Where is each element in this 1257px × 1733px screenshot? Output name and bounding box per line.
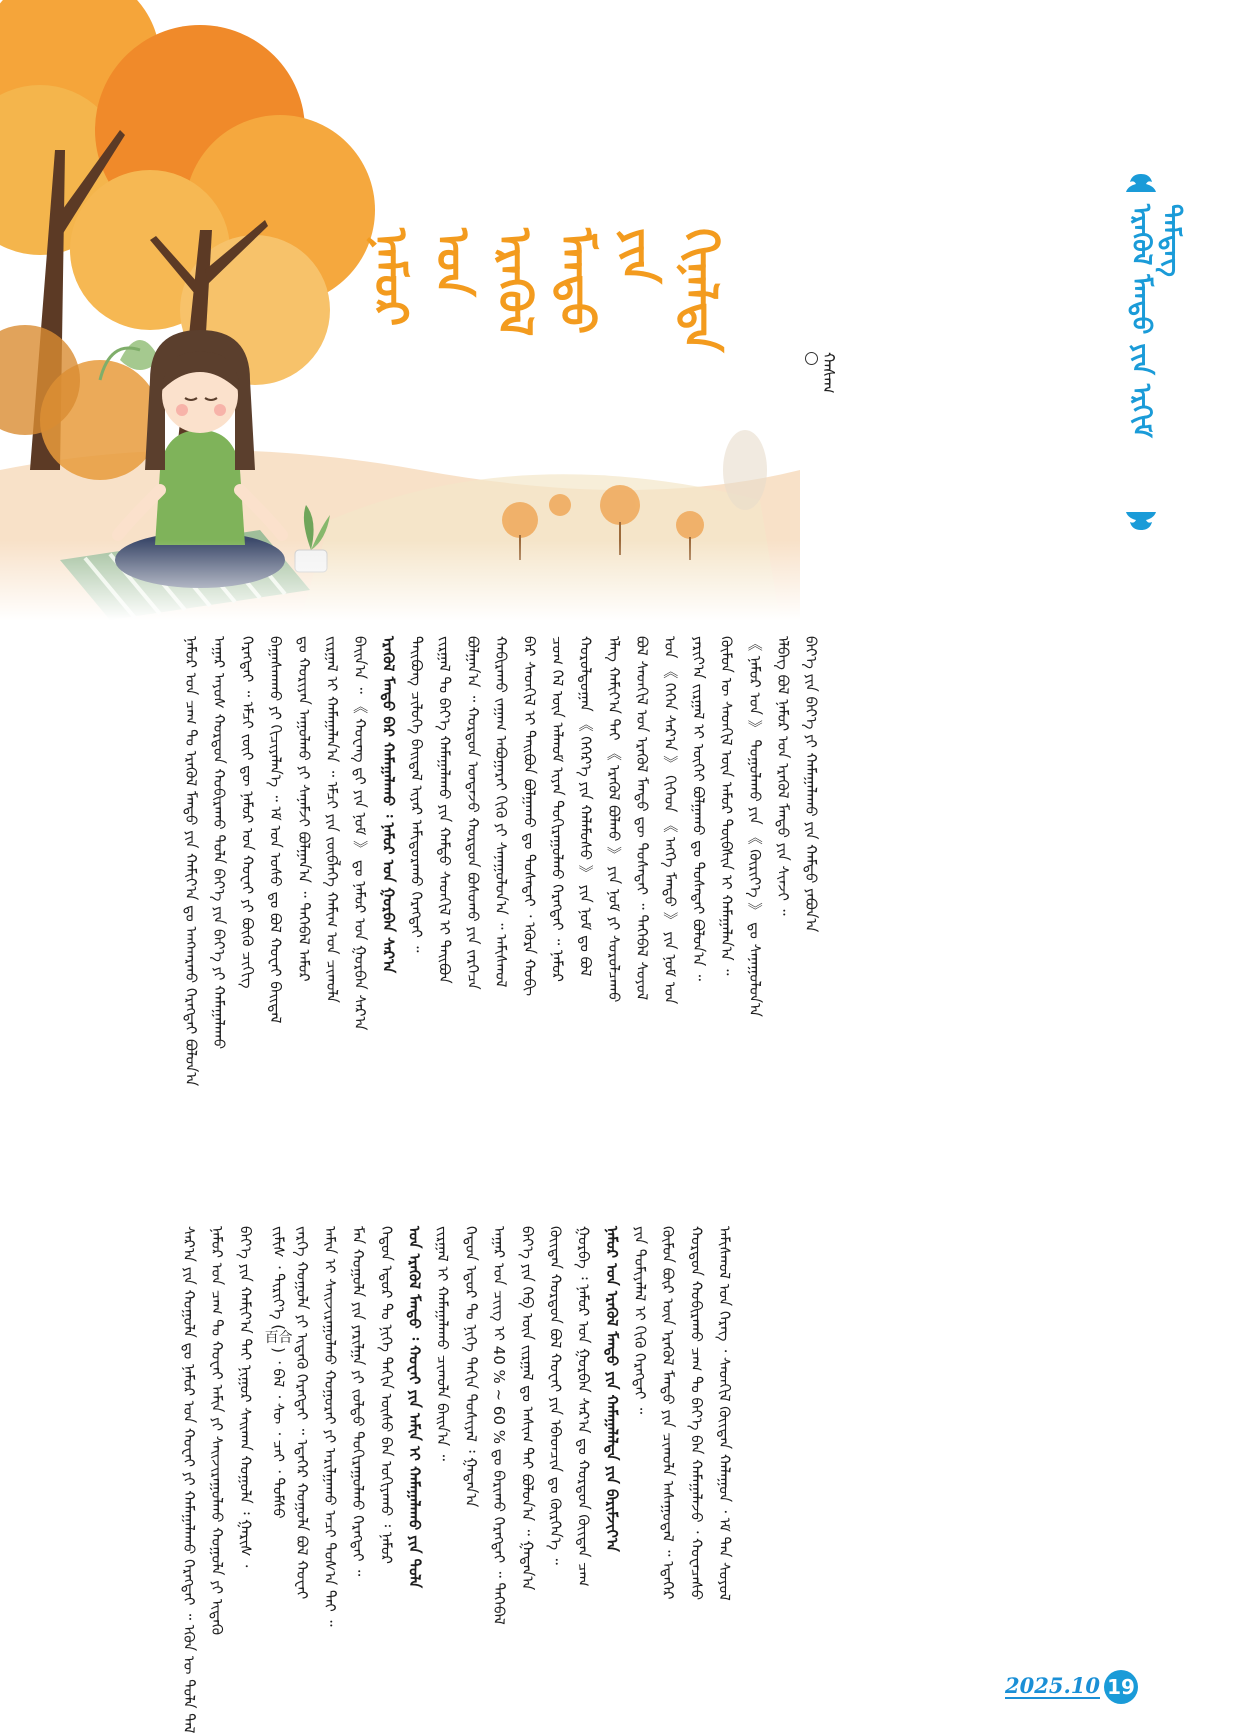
ornament-icon — [1124, 510, 1158, 532]
text-line: ᠮᠡᠨ ᠬᠣᠭᠣᠯᠠ ᠶᠢᠨ ᠶᠠᠷᠢᠯᠭᠠ ᠶᠢ ᠵᠤᠯᠳᠤ ᠲᠣᠬᠢᠷᠠᠭᠤᠯᠬᠤ ᠬᠡᠷᠡᠭᠲᠡᠢ ᠃ — [349, 1226, 368, 1577]
text-line: ᠪᠡᠷ ᠰᠡᠳᠬᠢᠯ ᠢ ᠲᠠᠢᠪᠤᠨ ᠪᠣᠯᠭᠠᠬᠤ ᠳᠤ ᠲᠤᠰᠠᠲᠠᠢ ᠂ ᠡᠭᠦᠷᠡ ᠬᠤᠪᠢ — [520, 636, 539, 997]
circle-bullet-icon — [805, 352, 818, 365]
author-name: ᠬᠠᠰᠠᠭ — [819, 352, 838, 394]
page-footer — [1005, 1670, 1138, 1704]
text-line: ᠬᠡᠳᠦᠨ ᠡᠳᠦᠷ ᠲᠤ ᠨᠢᠭᠡ ᠳᠠᠬᠢᠨ ᠦᠰᠦ ᠪᠠᠨ ᠤᠭᠢᠶᠠᠬᠤ ᠄ ᠨᠠᠮᠤᠷ — [377, 1226, 396, 1564]
text-line: ᠠᠭᠠᠷ ᠠᠶᠤᠰ ᠬᠤᠷᠳᠤᠨ ᠬᠤᠪᠢᠷᠠᠬᠤ ᠲᠤᠯᠠ ᠪᠡᠶ᠎ᠡ ᠶᠢᠨ ᠪᠡᠶ᠎ᠡ ᠶᠢ ᠬᠠᠮᠠᠭᠠᠯᠠᠬᠤ — [210, 636, 229, 1050]
text-line: ᠪᠠᠭᠠᠰᠬᠠᠬᠤ ᠶᠢ ᠬᠢᠴᠢᠶᠡᠯᠡᠨ᠎ᠡ ᠃ ᠡᠮ ᠤᠨ ᠤᠰᠤ ᠳᠤ ᠪᠤᠯ ᠬᠤᠸᠠᠢ ᠪᠠᠢᠳᠠᠯ — [266, 636, 285, 1024]
text-line: ᠵᠢᠷᠭᠠᠯ ᠢ ᠬᠠᠮᠠᠭᠠᠯᠠᠨ᠎ᠠ ᠃ ᠡᠮᠴᠢ ᠶᠢᠨ ᠵᠥᠪᠯᠡᠭᠡ ᠬᠠᠮᠢᠭ ᠤᠨ ᠴᠢᠬᠤᠯᠠ — [322, 636, 341, 1003]
column-title: ᠡᠷᠡᠭᠦᠯ ᠮᠡᠨᠳᠦ ᠶᠢᠨ ᠡᠷᠬᠢᠮ ᠲᠡᠮᠳᠡᠭ — [1126, 204, 1186, 438]
text-line: ᠡᠯᠪᠡᠭ ᠪᠣᠯ ᠨᠠᠮᠤᠷ ᠤᠨ ᠡᠷᠡᠭᠦᠯ ᠮᠡᠨᠳᠦ ᠶᠢᠨ ᠰᠢᠨᠵᠢ ᠃ — [773, 636, 792, 916]
text-line: ᠬᠡᠳᠦᠨ ᠡᠳᠦᠷ ᠲᠤ ᠨᠢᠭᠡ ᠳᠠᠬᠢᠨ ᠳᠤᠰᠢᠶᠠᠯ ᠄ ᠭᠠᠳᠠᠨ᠎ᠠ — [461, 1226, 480, 1508]
section-heading: ᠤᠨ ᠡᠷᠡᠭᠦᠯ ᠮᠡᠨᠳᠦ ᠄ ᠬᠤᠸᠠᠢ ᠶᠢᠨ ᠠᠮᠢᠨ ᠢ ᠬᠠᠮᠠᠭᠠᠯᠠᠬᠤ ᠶᠢᠨ ᠲᠤᠯᠠ — [405, 1226, 424, 1588]
author-byline — [802, 352, 838, 394]
text-line: ᠬᠡᠷᠡᠭᠲᠡᠢ ᠃ ᠡᠮᠴᠢ ᠵᠦᠢ ᠳᠦ ᠨᠠᠮᠤᠷ ᠤᠨ ᠬᠤᠸᠠᠢ ᠶᠢ ᠪᠦᠬᠦ ᠴᠢᠭᠢᠭ — [238, 636, 257, 989]
text-line: ᠵᠡᠷᠭᠡ ᠬᠣᠭᠣᠯᠠ ᠶᠢ ᠢᠳᠡᠬᠦ ᠬᠡᠷᠡᠭᠲᠡᠢ ᠃ ᠡᠳᠡᠭᠡᠷ ᠬᠣᠭᠣᠯᠠ ᠪᠣᠯ ᠬᠤᠸᠠᠢ — [292, 1226, 311, 1600]
issue-date: 2025.10 — [1005, 1673, 1100, 1698]
text-line: ᠪᠣᠯ ᠰᠡᠳᠬᠢᠯ ᠤᠨ ᠡᠷᠡᠭᠦᠯ ᠮᠡᠨᠳᠦ ᠳᠦ ᠲᠤᠰᠠᠲᠠᠢ ᠃ ᠲᠡᠭᠡᠪᠡᠯ ᠰᠣᠶᠤᠯ — [633, 636, 651, 1001]
text-line: ᠶᠢᠨ ᠲᠣᠮᠢᠶᠠᠯᠠᠯ ᠢ ᠬᠢᠬᠦ ᠬᠡᠷᠡᠭᠲᠡᠢ ᠃ — [631, 1226, 649, 1414]
text-line: ᠬᠦᠮᠦᠨ ᠦ ᠰᠡᠳᠬᠢᠯ ᠦᠨ ᠠᠮᠤᠷ ᠲᠦᠪᠰᠢᠨ ᠢ ᠬᠠᠮᠠᠭᠠᠯᠠᠨ᠎ᠠ ᠃ — [717, 636, 736, 976]
text-line: ᠵᠢᠷᠭᠠᠯ ᠢ ᠬᠠᠮᠠᠭᠠᠯᠠᠬᠤ ᠴᠢᠬᠤᠯᠠ ᠪᠠᠢᠨ᠎ᠠ ᠃ — [433, 1226, 452, 1461]
text-line: ᠳᠤ ᠬᠤᠷᠢᠶᠠᠨ ᠠᠭᠤᠯᠬᠤ ᠶᠢ ᠰᠠᠨᠠᠮᠵᠢ ᠪᠣᠯᠭᠠᠨ᠎ᠠ ᠃ ᠲᠡᠭᠡᠪᠡᠯ ᠠᠮᠤᠷ — [294, 636, 313, 982]
text-line: ᠬᠠᠪᠢᠷᠠᠬᠤ ᠵᠠᠭᠠᠭ ᠠᠪᠤᠭᠠᠷᠠᠢ ᠬᠢᠬᠦ ᠶᠢ ᠰᠠᠨᠠᠭᠤᠯᠤᠨ᠎ᠠ ᠃ ᠠᠮᠢᠰᠬᠤᠯ — [492, 636, 511, 988]
body-text-top — [182, 636, 830, 1196]
text-line: ᠨᠠᠮᠤᠷ ᠤᠨ ᠴᠠᠭ ᠲᠤ ᠡᠷᠡᠭᠦᠯ ᠮᠡᠨᠳᠦ ᠶᠢᠨ ᠬᠠᠮᠢᠶ᠎ᠠ ᠳᠤ ᠠᠩᠬᠠᠷᠬᠤ ᠬᠡᠷᠡᠭᠲᠡᠢ ᠪᠣᠯᠤᠨ᠎ᠠ — [182, 636, 200, 1087]
text-line: ᠡᠯᠡᠭ ᠬᠠᠮᠢᠶ᠎ᠠ ᠲᠠᠢ 《 ᠡᠷᠡᠭᠦᠯ ᠪᠣᠯᠬᠤ 》 ᠶᠢᠨ ᠨᠣᠮ ᠶᠢ ᠰᠤᠷᠤᠯᠴᠠᠬᠤ — [604, 636, 623, 1003]
page-number: 19 — [1104, 1670, 1138, 1704]
text-line: ᠠᠭᠠᠷ ᠤᠨ ᠴᠢᠢᠭ ᠢ 40 % ~ 60 % ᠳᠤ ᠪᠠᠷᠢᠬᠤ ᠬᠡᠷᠡᠭᠲᠡᠢ ᠃ ᠲᠡᠭᠡᠪᠡᠯ — [490, 1226, 509, 1625]
section-heading: ᠨᠠᠮᠤᠷ ᠤᠨ ᠡᠷᠡᠭᠦᠯ ᠮᠡᠨᠳᠦ ᠶᠢᠨ ᠬᠠᠮᠠᠭᠠᠯᠠᠯᠲᠠ ᠶᠢᠨ ᠪᠠᠷᠢᠮᠵᠢᠶ᠎ᠠ — [602, 1226, 621, 1552]
text-line: 《 ᠨᠠᠮᠤᠷ ᠤᠨ 》 ᠳᠤᠭᠤᠯᠠᠬᠤ ᠶᠢᠨ 《 ᠬᠦᠷᠢᠶ᠎ᠡ 》 ᠳᠤ ᠰᠠᠨᠠᠭᠤᠯᠤᠨ᠎ᠠ — [745, 636, 764, 1017]
text-line: ᠨᠠᠮᠤᠷ ᠤᠨ ᠴᠠᠭ ᠲᠤ ᠬᠤᠸᠠᠢ ᠠᠮᠢᠨ ᠶᠢ ᠰᠠᠢᠵᠢᠷᠠᠭᠤᠯᠬᠤ ᠬᠣᠭᠣᠯᠠ ᠶᠢ ᠢᠳᠡᠬᠦ — [208, 1226, 227, 1636]
text-line: ᠭᠤᠷᠪᠠ ᠄ ᠨᠠᠮᠤᠷ ᠤᠨ ᠭᠤᠷᠪᠠᠨ ᠰᠠᠷ᠎ᠠ ᠳᠤ ᠬᠤᠷᠳᠤᠨ ᠬᠦᠢᠲᠡᠨ ᠴᠠᠭ — [574, 1226, 593, 1587]
text-line: ᠬᠦᠮᠦᠨ ᠪᠦᠷ ᠦᠨ ᠡᠷᠡᠭᠦᠯ ᠮᠡᠨᠳᠦ ᠶᠢᠨ ᠴᠢᠬᠤᠯᠠ ᠠᠰᠠᠭᠤᠳᠠᠯ ᠃ ᠡᠳᠡᠭᠡᠷ — [659, 1226, 678, 1600]
text-line: ᠲᠠᠢᠪᠤᠩ ᠴᠢᠯᠤᠭᠡ ᠪᠠᠢᠳᠠᠯ ᠢᠶᠠᠷ ᠠᠮᠢᠳᠤᠷᠠᠬᠤ ᠬᠡᠷᠡᠭᠲᠡᠢ ᠃ — [407, 636, 426, 953]
column-header — [1118, 172, 1186, 532]
text-line: ᠶᠠᠷᠢᠶ᠎ᠠ ᠵᠢᠷᠭᠠᠯ ᠢ ᠦᠭᠡᠢ ᠪᠣᠯᠭᠠᠬᠤ ᠳᠤ ᠲᠤᠰᠠᠲᠠᠢ ᠪᠣᠯᠤᠨ᠎ᠠ ᠃ — [689, 636, 708, 981]
text-line: ᠠᠮᠢᠰᠬᠤᠯ ᠤᠨ ᠬᠡᠷᠡᠭ ᠂ ᠰᠡᠳᠬᠢᠯ ᠬᠦᠢᠲᠡᠨ ᠬᠠᠯᠠᠭᠤᠨ ᠂ ᠡᠮ ᠲᠠᠨ ᠰᠣᠶᠤᠯ — [715, 1226, 734, 1601]
text-line: ᠴᠣᠭ ᠬᠡᠯ ᠦᠨ ᠠᠯᠬᠤᠮ ᠢᠶᠠᠨ ᠲᠤᠬᠢᠷᠠᠭᠤᠯᠬᠤ ᠬᠡᠷᠡᠭᠲᠡᠢ ᠃ ᠨᠠᠮᠤᠷ — [548, 636, 567, 982]
text-line: ᠪᠠᠢᠨ᠎ᠠ ᠃ 《 ᠬᠤᠸᠠᠩ ᠳ᠋ᠢ ᠶᠢᠨ ᠨᠣᠮ 》 ᠳᠤ ᠨᠠᠮᠤᠷ ᠤᠨ ᠭᠤᠷᠪᠠᠨ ᠰᠠᠷ᠎ᠠ — [351, 636, 370, 1031]
text-line: ᠪᠡᠶ᠎ᠡ ᠶᠢᠨ ᠪᠡᠶ᠎ᠡ ᠶᠢ ᠬᠠᠮᠠᠭᠠᠯᠠᠬᠤ ᠶᠢᠨ ᠬᠠᠮᠲᠤ ᠶᠠᠪᠤᠨ᠎ᠠ — [802, 636, 821, 933]
ornament-icon — [1124, 172, 1158, 194]
text-line: ᠪᠡᠶ᠎ᠡ ᠶᠢᠨ ᠬᠠᠮᠢᠶ᠎ᠠ ᠲᠠᠢ ᠨᠢᠭᠤᠷ ᠰᠠᠢᠬᠠᠨ ᠬᠣᠭᠣᠯᠠ ᠄ ᠭᠠᠷᠢᠰ ᠂ — [236, 1226, 255, 1568]
text-line: ᠤᠨ 《 ᠭᠡᠭᠡᠨ ᠰᠠᠷ᠎ᠠ 》 ᠬᠢᠭᠡᠳ 《 ᠡᠩᠬᠡ ᠮᠡᠨᠳᠦ 》 ᠶᠢᠨ ᠨᠣᠮ ᠤᠨ — [661, 636, 680, 1005]
text-line: ᠬᠦᠢᠲᠡᠨ ᠬᠤᠷᠳᠤᠨ ᠪᠤᠯ ᠬᠤᠸᠠᠢ ᠶᠢᠨ ᠡᠪᠡᠳᠴᠢᠨ ᠳᠤ ᠬᠦᠷᠭᠡᠨ᠎ᠡ ᠃ — [546, 1226, 565, 1565]
text-line: ᠪᠣᠯᠭᠠᠨ᠎ᠠ ᠃ ᠬᠤᠷᠳᠤᠨ ᠤᠨᠲᠠᠵᠤ ᠬᠤᠷᠳᠤᠨ ᠪᠣᠰᠤᠬᠤ ᠶᠢᠨ ᠵᠡᠷᠭᠡᠴᠡ — [463, 636, 482, 990]
text-line: ᠰᠠᠷ᠎ᠠ ᠶᠢᠨ ᠬᠣᠭᠣᠯᠠ ᠳᠤ ᠨᠠᠮᠤᠷ ᠤᠨ ᠬᠤᠸᠠᠢ ᠶᠢ ᠬᠠᠮᠠᠭᠠᠯᠠᠬᠤ ᠬᠡᠷᠡᠭᠲᠡᠢ ᠃ ᠡᠭᠦᠨ ᠦ ᠲᠤᠯᠠ ᠲᠡᠯ — [180, 1226, 198, 1733]
body-text-bottom — [180, 1226, 744, 1733]
text-line: ᠠᠮᠢᠨ ᠢ ᠰᠠᠢᠵᠢᠷᠠᠭᠤᠯᠬᠤ ᠬᠤᠭᠤᠷᠠᠢ ᠶᠢ ᠠᠷᠢᠯᠭᠠᠬᠤ ᠠᠴᠢ ᠲᠤᠰ᠎ᠠ ᠲᠠᠢ ᠃ — [320, 1226, 339, 1627]
text-line: ᠪᠡᠶ᠎ᠡ ᠶᠢᠨ ᠬᠡᠪ ᠦᠨ ᠵᠢᠷᠭᠠᠯ ᠳᠤ ᠠᠰᠢᠭ ᠲᠠᠢ ᠪᠣᠯᠤᠨ᠎ᠠ ᠃ ᠭᠠᠳᠠᠨ᠎ᠠ — [518, 1226, 537, 1591]
article-title: ᠨᠠᠮᠤᠷ ᠤᠨ ᠡᠷᠡᠭᠦᠯ ᠮᠡᠨᠳᠦ ᠶᠢᠨ ᠬᠢᠨᠠᠯᠲᠠ — [364, 228, 728, 353]
section-heading: ᠡᠷᠡᠭᠦᠯ ᠮᠡᠨᠳᠦ ᠪᠠᠷ ᠬᠠᠮᠠᠭᠠᠯᠠᠬᠤ ᠄ ᠨᠠᠮᠤᠷ ᠤᠨ ᠭᠤᠷᠪᠠᠨ ᠰᠠᠷ᠎ᠠ — [379, 636, 398, 974]
text-line: ᠵᠢᠷᠭᠠᠯ ᠲᠤ ᠪᠡᠶ᠎ᠡ ᠬᠠᠮᠠᠭᠠᠯᠠᠬᠤ ᠶᠢᠨ ᠬᠠᠮᠲᠤ ᠰᠡᠳᠬᠢᠯ ᠢ ᠲᠠᠢᠪᠤᠨ — [435, 636, 454, 984]
text-line: ᠵᠢᠮᠢᠰ ᠂ ᠲᠢᠷᠢᠶ᠎ᠡ (百合) ᠂ ᠪᠠᠯ ᠂ ᠰᠦ ᠂ ᠴᠠᠢ ᠂ ᠲᠤᠮᠰᠤ — [264, 1226, 293, 1519]
text-line: ᠬᠤᠷᠳᠤᠨ ᠬᠤᠪᠢᠷᠠᠬᠤ ᠴᠠᠭ ᠲᠤ ᠪᠡᠶ᠎ᠡ ᠪᠠᠨ ᠬᠠᠮᠠᠭᠠᠯᠠᠵᠤ ᠂ ᠬᠤᠸᠠᠴᠠᠰᠤ — [687, 1226, 706, 1601]
text-line: ᠬᠤᠷᠤᠯᠳᠤᠭᠠᠨ 《 ᠬᠡᠭᠡᠷ᠎ᠡ ᠶᠢᠨ ᠬᠠᠯᠠᠮᠤᠰᠤ 》 ᠶᠢᠨ ᠨᠣᠮ ᠳᠤ ᠪᠣᠯ — [576, 636, 595, 977]
